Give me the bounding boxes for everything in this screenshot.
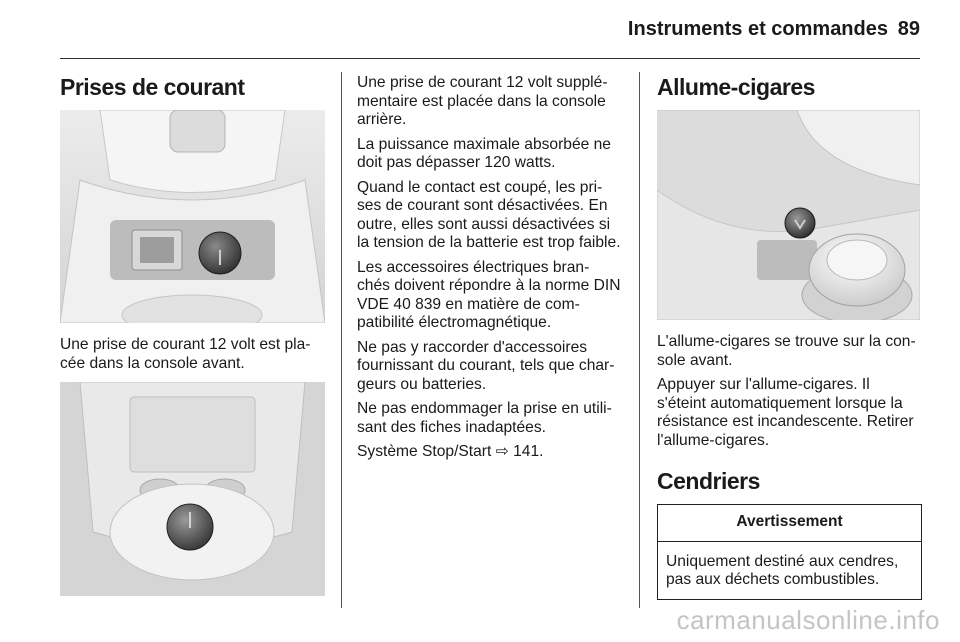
section-heading-cigarette-lighter: Allume-cigares xyxy=(657,74,815,100)
page-number: 89 xyxy=(897,18,920,40)
paragraph: Les accessoires électriques bran-chés doivent répondre à la norme DIN VDE 40 839 en matière de com-patibilité électromagnétique. xyxy=(357,258,621,331)
cross-reference-text: Système Stop/Start xyxy=(357,443,492,460)
section-heading-power-outlets: Prises de courant xyxy=(60,74,245,100)
running-header-title: Instruments et commandes xyxy=(627,18,888,40)
warning-title: Avertissement xyxy=(658,505,921,542)
column-divider xyxy=(639,72,640,608)
cross-reference-page: 141. xyxy=(513,443,544,460)
cigarette-lighter-photo xyxy=(657,110,920,320)
column-right xyxy=(657,66,922,600)
paragraph: Ne pas endommager la prise en utili-sant des fiches inadaptées. xyxy=(357,400,612,436)
paragraph: Une prise de courant 12 volt supplé-mentaire est placée dans la console arrière. xyxy=(357,74,608,128)
column-left xyxy=(60,66,325,596)
front-outlet-photo xyxy=(60,110,325,323)
arrow-right-icon: ⇨ xyxy=(495,443,509,460)
column-divider xyxy=(341,72,342,608)
rear-outlet-photo xyxy=(60,382,325,596)
paragraph: Quand le contact est coupé, les pri-ses de courant sont désactivées. En outre, elles sont aussi désactivées si la tension de la batterie est trop faible. xyxy=(357,178,621,251)
header-rule xyxy=(60,58,920,59)
paragraph: Ne pas y raccorder d'accessoires fournissant du courant, tels que char-geurs ou batteries. xyxy=(357,338,615,393)
paragraph: Appuyer sur l'allume-cigares. Il s'éteint automatiquement lorsque la résistance est incandescente. Retirer l'allume-cigares. xyxy=(657,376,914,449)
warning-text: Uniquement destiné aux cendres, pas aux déchets combustibles. xyxy=(666,552,899,588)
paragraph: La puissance maximale absorbée ne doit pas dépasser 120 watts. xyxy=(357,135,611,171)
section-heading-ashtrays: Cendriers xyxy=(657,468,760,494)
watermark: carmanualsonline.info xyxy=(676,605,940,635)
cross-reference[interactable] xyxy=(357,443,622,462)
paragraph: L'allume-cigares se trouve sur la con-sole avant. xyxy=(657,333,916,369)
front-outlet-caption: Une prise de courant 12 volt est pla-cée dans la console avant. xyxy=(60,336,311,372)
column-middle xyxy=(357,66,622,468)
warning-box xyxy=(657,504,922,600)
